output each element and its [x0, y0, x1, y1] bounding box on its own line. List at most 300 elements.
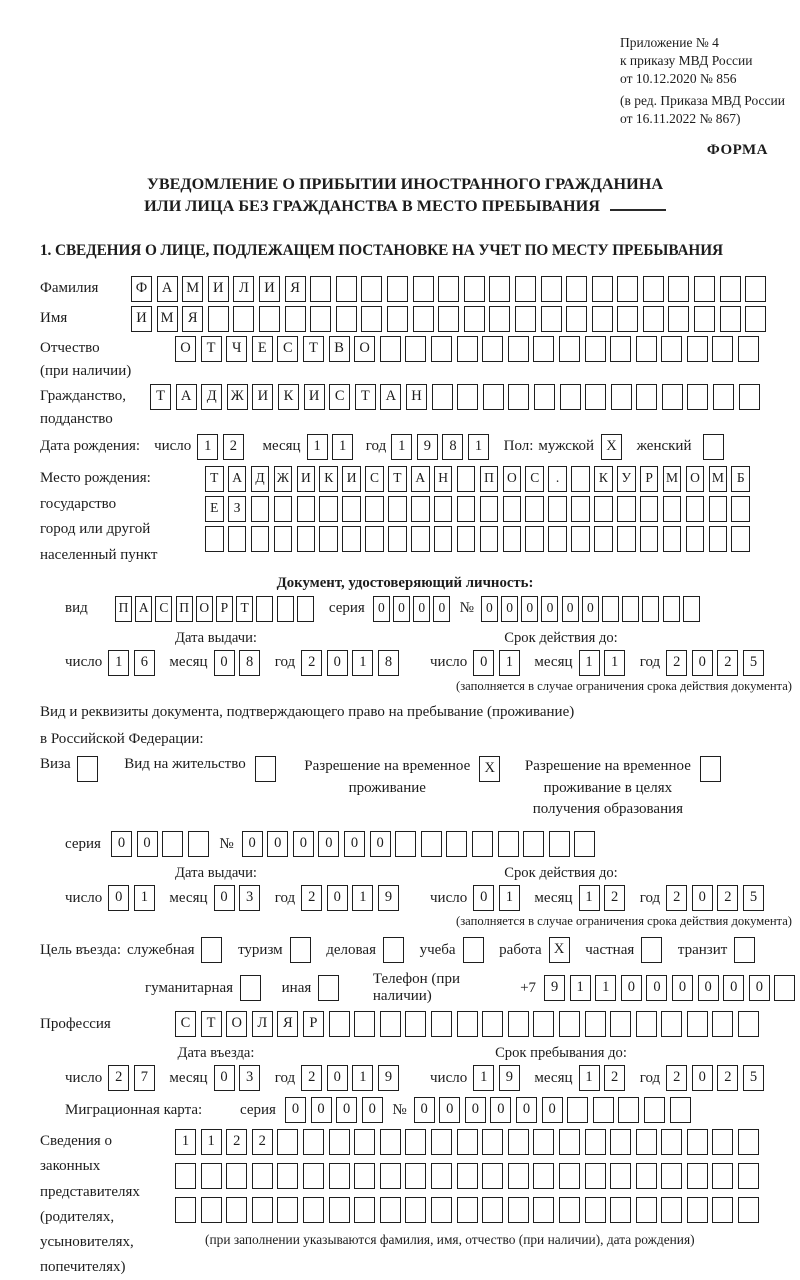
char-box[interactable]: 0 [336, 1097, 357, 1123]
char-box[interactable] [297, 496, 316, 522]
char-box[interactable] [533, 1197, 554, 1223]
char-box[interactable] [712, 1163, 733, 1189]
char-box[interactable]: Б [731, 466, 750, 492]
char-box[interactable] [380, 1011, 401, 1037]
char-box[interactable]: М [709, 466, 728, 492]
char-box[interactable] [405, 1011, 426, 1037]
char-box[interactable] [533, 1129, 554, 1155]
char-box[interactable]: 0 [692, 1065, 713, 1091]
char-box[interactable] [560, 384, 581, 410]
char-box[interactable]: 2 [604, 885, 625, 911]
char-box[interactable]: 2 [301, 650, 322, 676]
char-box[interactable] [277, 1129, 298, 1155]
char-box[interactable]: Н [434, 466, 453, 492]
char-box[interactable] [745, 306, 766, 332]
char-box[interactable]: И [304, 384, 325, 410]
char-box[interactable] [585, 1163, 606, 1189]
char-box[interactable] [571, 466, 590, 492]
char-box[interactable]: 2 [717, 650, 738, 676]
char-box[interactable]: Р [640, 466, 659, 492]
char-box[interactable] [611, 384, 632, 410]
char-box[interactable] [734, 937, 755, 963]
char-box[interactable]: 0 [327, 1065, 348, 1091]
char-box[interactable]: 1 [108, 650, 129, 676]
char-box[interactable] [303, 1197, 324, 1223]
char-box[interactable]: 0 [465, 1097, 486, 1123]
char-box[interactable] [703, 434, 724, 460]
char-box[interactable] [670, 1097, 691, 1123]
char-box[interactable]: 2 [301, 1065, 322, 1091]
char-box[interactable]: 0 [672, 975, 693, 1001]
char-box[interactable] [388, 526, 407, 552]
char-box[interactable]: 0 [698, 975, 719, 1001]
char-box[interactable] [336, 306, 357, 332]
char-box[interactable] [571, 496, 590, 522]
char-box[interactable] [457, 496, 476, 522]
char-box[interactable] [567, 1097, 588, 1123]
char-box[interactable] [549, 831, 570, 857]
char-box[interactable] [566, 306, 587, 332]
char-box[interactable] [251, 496, 270, 522]
char-box[interactable] [663, 496, 682, 522]
char-box[interactable]: С [175, 1011, 196, 1037]
char-box[interactable] [411, 526, 430, 552]
char-box[interactable] [251, 526, 270, 552]
char-box[interactable] [431, 1163, 452, 1189]
char-box[interactable] [457, 1163, 478, 1189]
char-box[interactable] [319, 496, 338, 522]
char-box[interactable] [380, 336, 401, 362]
char-box[interactable] [602, 596, 619, 622]
char-box[interactable] [188, 831, 209, 857]
char-box[interactable] [457, 1197, 478, 1223]
char-box[interactable] [534, 384, 555, 410]
char-box[interactable]: 1 [499, 650, 520, 676]
char-box[interactable]: 1 [473, 1065, 494, 1091]
char-box[interactable]: 8 [239, 650, 260, 676]
char-box[interactable]: О [503, 466, 522, 492]
char-box[interactable] [297, 596, 314, 622]
char-box[interactable] [683, 596, 700, 622]
char-box[interactable]: 8 [378, 650, 399, 676]
char-box[interactable]: 0 [214, 650, 235, 676]
char-box[interactable] [694, 276, 715, 302]
char-box[interactable]: Т [355, 384, 376, 410]
char-box[interactable]: 0 [413, 596, 430, 622]
char-box[interactable] [687, 1129, 708, 1155]
char-box[interactable] [571, 526, 590, 552]
char-box[interactable] [525, 496, 544, 522]
char-box[interactable] [354, 1163, 375, 1189]
char-box[interactable] [643, 306, 664, 332]
char-box[interactable]: В [329, 336, 350, 362]
char-box[interactable]: 0 [393, 596, 410, 622]
char-box[interactable] [548, 526, 567, 552]
char-box[interactable]: Я [277, 1011, 298, 1037]
char-box[interactable] [482, 1011, 503, 1037]
char-box[interactable] [395, 831, 416, 857]
char-box[interactable]: М [663, 466, 682, 492]
char-box[interactable] [233, 306, 254, 332]
char-box[interactable] [274, 496, 293, 522]
char-box[interactable] [483, 384, 504, 410]
char-box[interactable] [720, 276, 741, 302]
char-box[interactable] [617, 306, 638, 332]
char-box[interactable]: А [380, 384, 401, 410]
char-box[interactable] [694, 306, 715, 332]
char-box[interactable] [640, 496, 659, 522]
char-box[interactable] [464, 276, 485, 302]
char-box[interactable]: 1 [197, 434, 218, 460]
char-box[interactable] [201, 1163, 222, 1189]
char-box[interactable] [175, 1163, 196, 1189]
char-box[interactable] [342, 526, 361, 552]
char-box[interactable]: 1 [579, 650, 600, 676]
char-box[interactable] [661, 1163, 682, 1189]
char-box[interactable] [622, 596, 639, 622]
char-box[interactable]: С [155, 596, 172, 622]
char-box[interactable] [498, 831, 519, 857]
char-box[interactable] [548, 496, 567, 522]
char-box[interactable]: 0 [521, 596, 538, 622]
char-box[interactable] [226, 1163, 247, 1189]
char-box[interactable] [533, 1011, 554, 1037]
char-box[interactable] [413, 306, 434, 332]
char-box[interactable] [738, 1129, 759, 1155]
char-box[interactable] [720, 306, 741, 332]
char-box[interactable]: 0 [311, 1097, 332, 1123]
char-box[interactable] [574, 831, 595, 857]
char-box[interactable]: 2 [301, 885, 322, 911]
char-box[interactable]: X [549, 937, 570, 963]
char-box[interactable]: Т [150, 384, 171, 410]
char-box[interactable] [745, 276, 766, 302]
char-box[interactable] [457, 526, 476, 552]
char-box[interactable] [712, 1197, 733, 1223]
char-box[interactable]: 3 [239, 1065, 260, 1091]
char-box[interactable] [661, 1011, 682, 1037]
char-box[interactable]: 1 [307, 434, 328, 460]
char-box[interactable]: 1 [332, 434, 353, 460]
char-box[interactable]: 2 [717, 885, 738, 911]
char-box[interactable]: Д [201, 384, 222, 410]
char-box[interactable] [329, 1011, 350, 1037]
char-box[interactable]: М [157, 306, 178, 332]
char-box[interactable]: 0 [621, 975, 642, 1001]
char-box[interactable]: X [479, 756, 500, 782]
char-box[interactable] [285, 306, 306, 332]
char-box[interactable] [687, 384, 708, 410]
char-box[interactable]: К [278, 384, 299, 410]
char-box[interactable]: 3 [239, 885, 260, 911]
char-box[interactable]: 0 [439, 1097, 460, 1123]
char-box[interactable]: У [617, 466, 636, 492]
char-box[interactable] [405, 1129, 426, 1155]
char-box[interactable]: 0 [285, 1097, 306, 1123]
char-box[interactable]: 0 [490, 1097, 511, 1123]
char-box[interactable]: 2 [666, 1065, 687, 1091]
char-box[interactable] [329, 1197, 350, 1223]
char-box[interactable] [687, 336, 708, 362]
char-box[interactable] [319, 526, 338, 552]
char-box[interactable]: 0 [373, 596, 390, 622]
char-box[interactable] [201, 1197, 222, 1223]
char-box[interactable]: Т [201, 1011, 222, 1037]
char-box[interactable] [738, 1197, 759, 1223]
char-box[interactable] [663, 596, 680, 622]
char-box[interactable]: И [342, 466, 361, 492]
char-box[interactable] [541, 276, 562, 302]
char-box[interactable] [642, 596, 659, 622]
char-box[interactable] [228, 526, 247, 552]
char-box[interactable] [380, 1163, 401, 1189]
char-box[interactable] [434, 496, 453, 522]
char-box[interactable]: П [480, 466, 499, 492]
char-box[interactable]: П [176, 596, 193, 622]
char-box[interactable]: 6 [134, 650, 155, 676]
char-box[interactable] [380, 1129, 401, 1155]
char-box[interactable]: 0 [327, 885, 348, 911]
char-box[interactable]: З [228, 496, 247, 522]
char-box[interactable] [594, 496, 613, 522]
char-box[interactable] [686, 496, 705, 522]
char-box[interactable]: 2 [226, 1129, 247, 1155]
char-box[interactable]: 0 [327, 650, 348, 676]
char-box[interactable] [641, 937, 662, 963]
char-box[interactable]: 1 [604, 650, 625, 676]
char-box[interactable] [585, 1011, 606, 1037]
char-box[interactable]: 2 [223, 434, 244, 460]
char-box[interactable] [318, 975, 339, 1001]
char-box[interactable] [329, 1163, 350, 1189]
char-box[interactable] [503, 496, 522, 522]
char-box[interactable] [662, 384, 683, 410]
char-box[interactable] [503, 526, 522, 552]
char-box[interactable] [508, 336, 529, 362]
char-box[interactable] [480, 526, 499, 552]
char-box[interactable] [644, 1097, 665, 1123]
char-box[interactable]: 1 [499, 885, 520, 911]
char-box[interactable] [290, 937, 311, 963]
char-box[interactable]: С [277, 336, 298, 362]
char-box[interactable]: 0 [516, 1097, 537, 1123]
char-box[interactable]: 1 [570, 975, 591, 1001]
char-box[interactable]: А [228, 466, 247, 492]
char-box[interactable]: 1 [579, 1065, 600, 1091]
char-box[interactable] [464, 306, 485, 332]
char-box[interactable] [252, 1197, 273, 1223]
char-box[interactable] [489, 276, 510, 302]
char-box[interactable]: Ч [226, 336, 247, 362]
char-box[interactable]: А [157, 276, 178, 302]
char-box[interactable] [405, 1163, 426, 1189]
char-box[interactable] [687, 1011, 708, 1037]
char-box[interactable]: 0 [542, 1097, 563, 1123]
char-box[interactable]: Т [236, 596, 253, 622]
char-box[interactable] [431, 1129, 452, 1155]
char-box[interactable] [709, 526, 728, 552]
char-box[interactable] [668, 306, 689, 332]
char-box[interactable] [463, 937, 484, 963]
char-box[interactable]: 0 [749, 975, 770, 1001]
char-box[interactable] [303, 1129, 324, 1155]
char-box[interactable]: 8 [442, 434, 463, 460]
char-box[interactable] [342, 496, 361, 522]
char-box[interactable] [201, 937, 222, 963]
char-box[interactable]: 0 [692, 650, 713, 676]
char-box[interactable]: 2 [604, 1065, 625, 1091]
char-box[interactable] [255, 756, 276, 782]
char-box[interactable] [731, 526, 750, 552]
char-box[interactable] [310, 306, 331, 332]
char-box[interactable] [712, 336, 733, 362]
char-box[interactable] [515, 276, 536, 302]
char-box[interactable] [380, 1197, 401, 1223]
char-box[interactable]: Т [205, 466, 224, 492]
char-box[interactable]: 2 [717, 1065, 738, 1091]
char-box[interactable] [592, 306, 613, 332]
char-box[interactable] [482, 1197, 503, 1223]
char-box[interactable] [585, 1129, 606, 1155]
char-box[interactable] [713, 384, 734, 410]
char-box[interactable] [431, 1197, 452, 1223]
char-box[interactable] [617, 276, 638, 302]
char-box[interactable] [687, 1197, 708, 1223]
char-box[interactable] [365, 526, 384, 552]
char-box[interactable] [687, 1163, 708, 1189]
char-box[interactable]: 9 [544, 975, 565, 1001]
char-box[interactable] [661, 1129, 682, 1155]
char-box[interactable]: Ж [227, 384, 248, 410]
char-box[interactable] [712, 1011, 733, 1037]
char-box[interactable] [508, 1197, 529, 1223]
char-box[interactable] [480, 496, 499, 522]
char-box[interactable]: И [259, 276, 280, 302]
char-box[interactable] [405, 1197, 426, 1223]
char-box[interactable] [336, 276, 357, 302]
char-box[interactable]: 9 [378, 1065, 399, 1091]
char-box[interactable]: 9 [378, 885, 399, 911]
char-box[interactable] [640, 526, 659, 552]
char-box[interactable] [700, 756, 721, 782]
char-box[interactable]: 0 [137, 831, 158, 857]
char-box[interactable] [739, 384, 760, 410]
char-box[interactable]: 1 [134, 885, 155, 911]
char-box[interactable] [610, 1197, 631, 1223]
char-box[interactable]: 1 [579, 885, 600, 911]
char-box[interactable] [774, 975, 795, 1001]
char-box[interactable]: 0 [214, 1065, 235, 1091]
char-box[interactable]: 1 [352, 885, 373, 911]
char-box[interactable] [226, 1197, 247, 1223]
char-box[interactable]: С [525, 466, 544, 492]
char-box[interactable] [508, 1163, 529, 1189]
char-box[interactable] [482, 336, 503, 362]
char-box[interactable] [559, 1011, 580, 1037]
char-box[interactable] [508, 384, 529, 410]
char-box[interactable] [387, 306, 408, 332]
char-box[interactable]: 9 [499, 1065, 520, 1091]
char-box[interactable] [508, 1011, 529, 1037]
char-box[interactable] [661, 1197, 682, 1223]
char-box[interactable]: С [329, 384, 350, 410]
char-box[interactable] [559, 336, 580, 362]
char-box[interactable] [585, 1197, 606, 1223]
char-box[interactable]: 7 [134, 1065, 155, 1091]
char-box[interactable] [431, 1011, 452, 1037]
char-box[interactable]: Р [216, 596, 233, 622]
char-box[interactable] [411, 496, 430, 522]
char-box[interactable] [515, 306, 536, 332]
char-box[interactable] [738, 1163, 759, 1189]
char-box[interactable]: 0 [562, 596, 579, 622]
char-box[interactable]: М [182, 276, 203, 302]
char-box[interactable]: И [208, 276, 229, 302]
char-box[interactable] [617, 526, 636, 552]
char-box[interactable]: 1 [352, 650, 373, 676]
char-box[interactable] [457, 1129, 478, 1155]
char-box[interactable] [533, 336, 554, 362]
char-box[interactable] [585, 336, 606, 362]
char-box[interactable] [533, 1163, 554, 1189]
char-box[interactable] [482, 1129, 503, 1155]
char-box[interactable] [618, 1097, 639, 1123]
char-box[interactable] [259, 306, 280, 332]
char-box[interactable] [636, 336, 657, 362]
char-box[interactable]: 0 [362, 1097, 383, 1123]
char-box[interactable] [365, 496, 384, 522]
char-box[interactable]: Л [252, 1011, 273, 1037]
char-box[interactable]: Я [182, 306, 203, 332]
char-box[interactable]: 1 [175, 1129, 196, 1155]
char-box[interactable] [508, 1129, 529, 1155]
char-box[interactable] [297, 526, 316, 552]
char-box[interactable]: И [131, 306, 152, 332]
char-box[interactable]: Т [201, 336, 222, 362]
char-box[interactable] [205, 526, 224, 552]
char-box[interactable] [636, 1197, 657, 1223]
char-box[interactable] [162, 831, 183, 857]
char-box[interactable]: 0 [414, 1097, 435, 1123]
char-box[interactable] [421, 831, 442, 857]
char-box[interactable] [354, 1197, 375, 1223]
char-box[interactable]: 0 [214, 885, 235, 911]
char-box[interactable] [256, 596, 273, 622]
char-box[interactable] [457, 1011, 478, 1037]
char-box[interactable]: 1 [595, 975, 616, 1001]
char-box[interactable]: Т [388, 466, 407, 492]
char-box[interactable] [709, 496, 728, 522]
char-box[interactable]: 0 [267, 831, 288, 857]
char-box[interactable]: 2 [666, 650, 687, 676]
char-box[interactable] [738, 336, 759, 362]
char-box[interactable]: 0 [473, 650, 494, 676]
char-box[interactable]: . [548, 466, 567, 492]
char-box[interactable]: И [252, 384, 273, 410]
char-box[interactable]: 0 [242, 831, 263, 857]
char-box[interactable] [661, 336, 682, 362]
char-box[interactable] [361, 306, 382, 332]
char-box[interactable]: X [601, 434, 622, 460]
char-box[interactable] [592, 276, 613, 302]
char-box[interactable] [559, 1197, 580, 1223]
char-box[interactable] [523, 831, 544, 857]
char-box[interactable] [663, 526, 682, 552]
char-box[interactable]: 2 [108, 1065, 129, 1091]
char-box[interactable] [405, 336, 426, 362]
char-box[interactable] [636, 1129, 657, 1155]
char-box[interactable] [610, 1129, 631, 1155]
